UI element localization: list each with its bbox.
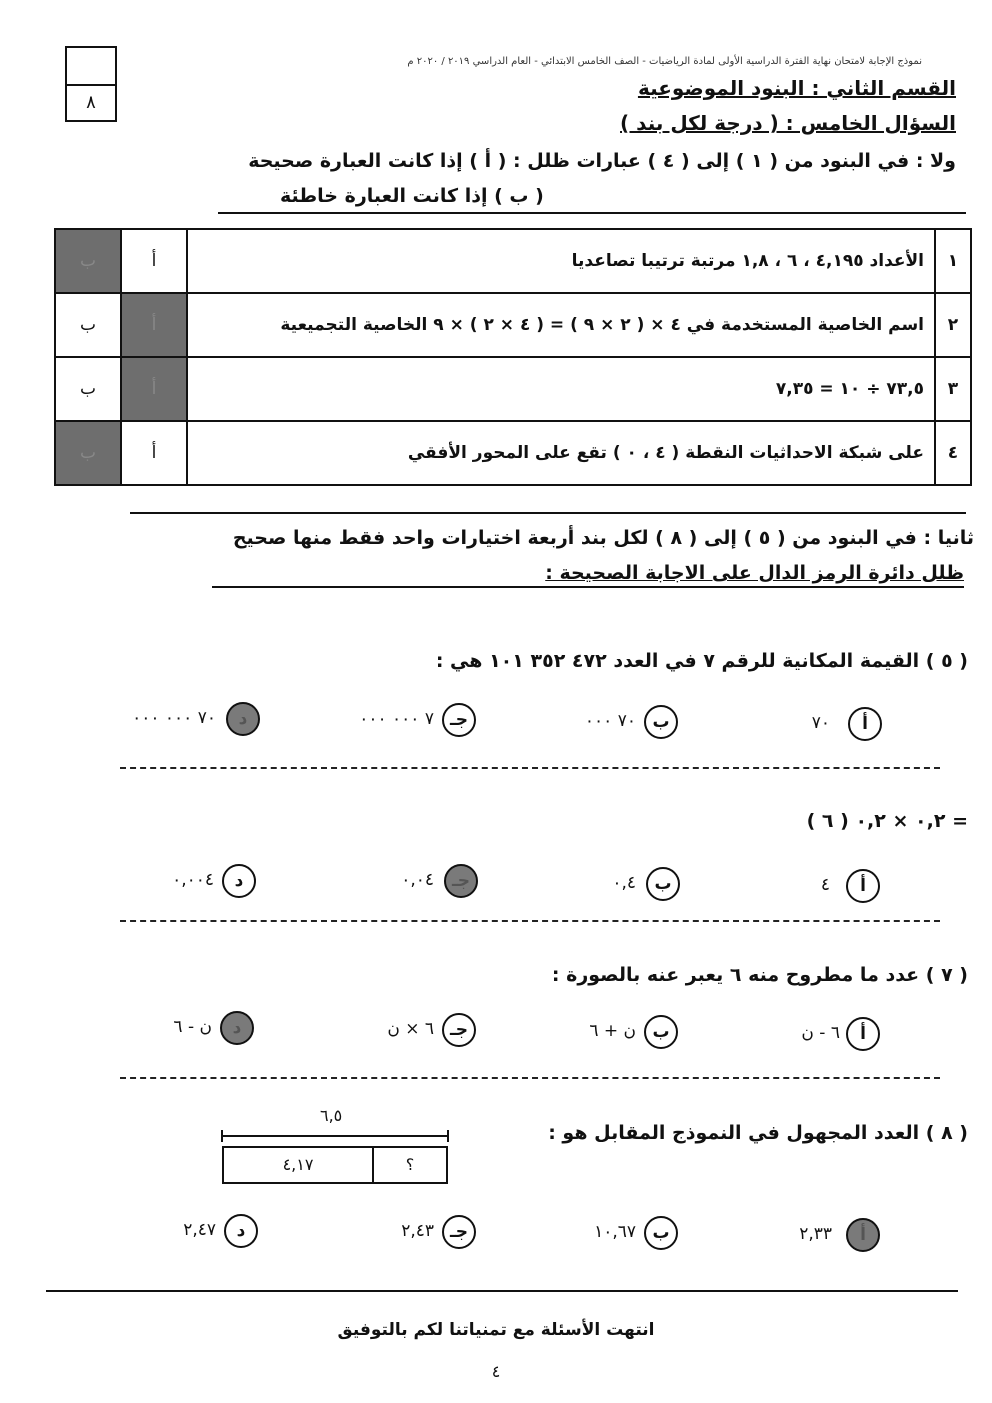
q7-choice-c-bubble[interactable]: جـ — [442, 1013, 476, 1047]
q6-choice-a-text: ٤ — [820, 875, 830, 895]
q7-choice-c-text: ٦ × ن — [387, 1019, 434, 1039]
q5-choice-d-text: ٧٠ ٠٠٠ ٠٠٠ — [132, 708, 216, 728]
statement-text: ٧٣,٥ ÷ ١٠ = ٧,٣٥ — [187, 357, 935, 421]
question-7-prompt: ( ٧ ) عدد ما مطروح منه ٦ يعبر عنه بالصورة : — [551, 964, 968, 986]
q7-choice-d-text: ن - ٦ — [173, 1017, 212, 1037]
divider — [218, 212, 966, 214]
q5-choice-b-text: ٧٠ ٠٠٠ — [584, 711, 636, 731]
q7-choice-a-text: ٦ - ن — [801, 1023, 840, 1043]
page-number: ٤ — [491, 1362, 501, 1381]
q5-choice-c-text: ٧ ٠٠٠ ٠٠٠ — [359, 709, 434, 729]
part2-instruction-line2: ظلل دائرة الرمز الدال على الاجابة الصحيحة : — [545, 562, 964, 584]
q8-choice-c-text: ٢,٤٣ — [401, 1221, 434, 1241]
bar-model-unknown: ؟ — [405, 1155, 415, 1174]
question-5-prompt: ( ٥ ) القيمة المكانية للرقم ٧ في العدد ٤٧٢ ٣٥٢ ١٠١ هي : — [435, 650, 968, 672]
exam-subtitle: نموذج الإجابة لامتحان نهاية الفترة الدراسية الأولى لمادة الرياضيات - الصف الخامس الابتدائي - العام الدراسي ٢٠١٩ / ٢٠٢٠ م — [407, 56, 922, 67]
q8-choice-c-bubble[interactable]: جـ — [442, 1215, 476, 1249]
separator — [120, 920, 940, 922]
q6-choice-b-bubble[interactable]: ب — [646, 867, 680, 901]
q7-choice-b-bubble[interactable]: ب — [644, 1015, 678, 1049]
statement-text: اسم الخاصية المستخدمة في ٤ × ( ٢ × ٩ ) = ( ٤ × ٢ ) × ٩ الخاصية التجميعية — [187, 293, 935, 357]
q5-choice-a-text: ٧٠ — [811, 713, 830, 733]
q5-choice-c-bubble[interactable]: جـ — [442, 703, 476, 737]
option-a-cell[interactable]: أ — [121, 421, 187, 485]
option-a-cell[interactable]: أ — [121, 293, 187, 357]
part1-instruction-line2: ( ب ) إذا كانت العبارة خاطئة — [280, 185, 544, 207]
part2-instruction-line1: ثانيا : في البنود من ( ٥ ) إلى ( ٨ ) لكل بند أربعة اختيارات واحد فقط منها صحيح — [232, 527, 974, 549]
bar-model-measure — [218, 1122, 454, 1144]
bar-model-total: ٦,٥ — [320, 1106, 343, 1125]
q7-choice-a-bubble[interactable]: أ — [846, 1017, 880, 1051]
question-6-prompt: ( ٦ ) ٠,٢ × ٠,٢ = — [806, 810, 968, 832]
bar-model-known: ٤,١٧ — [224, 1148, 374, 1182]
question-title: السؤال الخامس : ( درجة لكل بند ) — [620, 111, 956, 135]
q6-choice-b-text: ٠,٤ — [612, 873, 636, 893]
q6-choice-a-bubble[interactable]: أ — [846, 869, 880, 903]
option-b-cell[interactable]: ب — [55, 357, 121, 421]
statement-text: على شبكة الاحداثيات النقطة ( ٤ ، ٠ ) تقع على المحور الأفقي — [187, 421, 935, 485]
option-a-cell[interactable]: أ — [121, 229, 187, 293]
q6-choice-c-bubble[interactable]: جـ — [444, 864, 478, 898]
q8-choice-a-text: ٢,٣٣ — [799, 1224, 832, 1244]
q7-choice-d-bubble[interactable]: د — [220, 1011, 254, 1045]
separator — [120, 1077, 940, 1079]
statement-text: الأعداد ٤,١٩٥ ، ٦ ، ١,٨ مرتبة ترتيبا تصاعديا — [187, 229, 935, 293]
option-b-cell[interactable]: ب — [55, 229, 121, 293]
option-b-cell[interactable]: ب — [55, 421, 121, 485]
table-row — [55, 293, 971, 357]
part1-instruction-line1: ولا : في البنود من ( ١ ) إلى ( ٤ ) عبارات ظلل : ( أ ) إذا كانت العبارة صحيحة — [248, 150, 956, 172]
q6-choice-d-bubble[interactable]: د — [222, 864, 256, 898]
q5-choice-b-bubble[interactable]: ب — [644, 705, 678, 739]
score-blank-cell — [67, 48, 115, 86]
separator — [120, 767, 940, 769]
bar-model — [222, 1146, 448, 1184]
q8-choice-d-text: ٢,٤٧ — [183, 1220, 216, 1240]
q6-choice-c-text: ٠,٠٤ — [401, 870, 434, 890]
q7-choice-b-text: ن + ٦ — [589, 1021, 636, 1041]
table-row — [55, 229, 971, 293]
q5-choice-a-bubble[interactable]: أ — [848, 707, 882, 741]
q8-choice-b-text: ١٠,٦٧ — [594, 1222, 636, 1242]
table-row — [55, 421, 971, 485]
q5-choice-d-bubble[interactable]: د — [226, 702, 260, 736]
row-number: ٢ — [935, 293, 971, 357]
true-false-table — [54, 228, 972, 486]
divider — [212, 586, 964, 588]
q8-choice-b-bubble[interactable]: ب — [644, 1216, 678, 1250]
row-number: ٤ — [935, 421, 971, 485]
row-number: ٣ — [935, 357, 971, 421]
footer-divider — [46, 1290, 958, 1292]
table-row — [55, 357, 971, 421]
score-value: ٨ — [86, 92, 96, 113]
closing-message: انتهت الأسئلة مع تمنياتنا لكم بالتوفيق — [337, 1320, 655, 1340]
q8-choice-d-bubble[interactable]: د — [224, 1214, 258, 1248]
q6-choice-d-text: ٠,٠٠٤ — [172, 870, 214, 890]
option-a-cell[interactable]: أ — [121, 357, 187, 421]
q8-choice-a-bubble[interactable]: أ — [846, 1218, 880, 1252]
divider — [130, 512, 966, 514]
question-8-prompt: ( ٨ ) العدد المجهول في النموذج المقابل هو : — [548, 1122, 968, 1144]
row-number: ١ — [935, 229, 971, 293]
section-title: القسم الثاني : البنود الموضوعية — [637, 76, 956, 100]
option-b-cell[interactable]: ب — [55, 293, 121, 357]
score-box — [65, 46, 117, 122]
